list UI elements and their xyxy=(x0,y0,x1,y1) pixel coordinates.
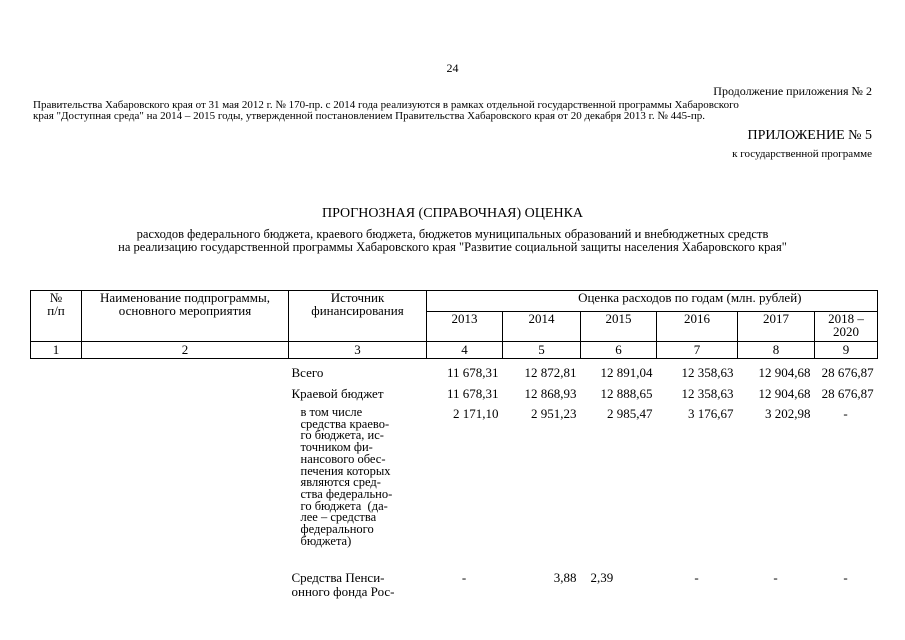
column-number: 7 xyxy=(657,342,738,359)
cell-value: 12 358,63 xyxy=(681,365,734,380)
row-source: Средства Пенси- онного фонда Рос- xyxy=(291,570,395,599)
header-year: 2016 xyxy=(657,312,738,342)
column-number: 8 xyxy=(738,342,815,359)
row-source: Всего xyxy=(291,365,324,380)
header-year: 2018 – 2020 xyxy=(815,312,878,342)
table-row xyxy=(31,366,878,387)
document-title: ПРОГНОЗНАЯ (СПРАВОЧНАЯ) ОЦЕНКА xyxy=(321,206,584,221)
cell-value: 3 176,67 xyxy=(688,406,734,421)
cell-value: 12 358,63 xyxy=(681,386,734,401)
cell-value: 3 202,98 xyxy=(765,406,811,421)
cell-value: - xyxy=(461,570,467,585)
header-year: 2014 xyxy=(503,312,581,342)
cell-value: - xyxy=(694,570,699,585)
cell-value: 3,88 xyxy=(553,570,577,585)
intro-line: Правительства Хабаровского края от 31 мая 2012 г. № 170-пр. с 2014 года реализуются в рамках отдельной государственной программы Хабаровского xyxy=(33,99,739,111)
table-row xyxy=(31,407,878,571)
column-number: 5 xyxy=(503,342,581,359)
cell-value: - xyxy=(773,570,778,585)
cell-value: 28 676,87 xyxy=(821,365,874,380)
cell-value: - xyxy=(843,406,848,421)
header-name: Наименование подпрограммы, основного мероприятия xyxy=(82,291,289,342)
column-number-row xyxy=(31,342,878,359)
cell-value: 2,39 xyxy=(590,570,614,585)
expense-estimate-table xyxy=(30,290,878,599)
row-source: Краевой бюджет xyxy=(291,386,384,401)
column-number: 4 xyxy=(427,342,503,359)
continuation-label: Продолжение приложения № 2 xyxy=(713,84,872,98)
intro-line: края "Доступная среда" на 2014 – 2015 годы, утвержденной постановлением Правительства Хабаровского края от 20 декабря 2013 г. № 445-пр. xyxy=(33,110,705,122)
appendix-title: ПРИЛОЖЕНИЕ № 5 xyxy=(747,128,872,143)
header-year: 2015 xyxy=(581,312,657,342)
cell-value: 12 868,93 xyxy=(524,386,577,401)
cell-value: 2 171,10 xyxy=(453,406,499,421)
cell-value: 12 872,81 xyxy=(524,365,577,380)
header-year: 2017 xyxy=(738,312,815,342)
header-gap xyxy=(427,291,503,312)
table-row xyxy=(31,387,878,407)
column-number: 6 xyxy=(581,342,657,359)
row-source: в том числе средства краево- го бюджета, ис- точником фи- нансового обес- печения которых являются сред- ства федерально- го бюджета (да- лее – средства федерального бюджета) xyxy=(300,405,393,548)
header-source: Источник финансирования xyxy=(289,291,427,342)
document-subtitle xyxy=(0,228,905,254)
cell-value: 12 891,04 xyxy=(600,365,653,380)
subtitle-line: на реализацию государственной программы Хабаровского края "Развитие социальной защиты населения Хабаровского края" xyxy=(118,240,787,254)
column-number: 3 xyxy=(289,342,427,359)
subtitle-line: расходов федерального бюджета, краевого бюджета, бюджетов муниципальных образований и внебюджетных средств xyxy=(136,227,769,241)
cell-value: 2 951,23 xyxy=(531,406,577,421)
cell-value: 12 888,65 xyxy=(600,386,653,401)
page-number: 24 xyxy=(446,61,459,75)
appendix-subtitle: к государственной программе xyxy=(732,148,872,160)
cell-value: 28 676,87 xyxy=(821,386,874,401)
column-number: 9 xyxy=(815,342,878,359)
table-row xyxy=(31,571,878,599)
cell-value: 12 904,68 xyxy=(758,386,811,401)
intro-text xyxy=(33,100,739,122)
header-years-group: Оценка расходов по годам (млн. рублей) xyxy=(503,291,878,312)
cell-value: - xyxy=(843,570,848,585)
column-number: 1 xyxy=(31,342,82,359)
cell-value: 11 678,31 xyxy=(446,386,499,401)
header-number: № п/п xyxy=(31,291,82,342)
cell-value: 12 904,68 xyxy=(758,365,811,380)
cell-value: 2 985,47 xyxy=(607,406,653,421)
header-row xyxy=(31,291,878,312)
column-number: 2 xyxy=(82,342,289,359)
cell-value: 11 678,31 xyxy=(446,365,499,380)
header-year: 2013 xyxy=(427,312,503,342)
